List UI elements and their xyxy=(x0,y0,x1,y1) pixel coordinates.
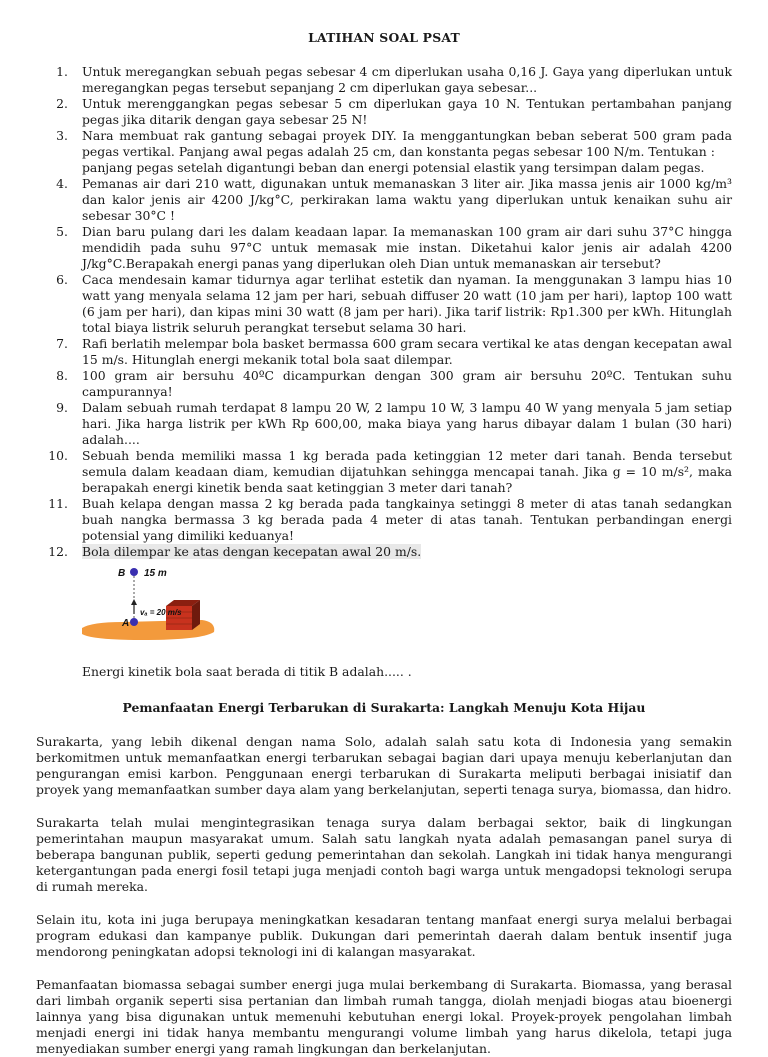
question-text: Pemanas air dari 210 watt, digunakan untuk memanaskan 3 liter air. Jika massa jenis air 1000 kg/m³ dan kalor jenis air 4200 J/kg°C, perkirakan lama waktu yang diperlukan untuk kenaikan suhu air sebesar 30°C ! xyxy=(82,176,732,223)
question-number: 2. xyxy=(56,96,68,111)
question-item xyxy=(36,544,732,642)
question-item xyxy=(36,128,732,176)
question-item xyxy=(36,400,732,448)
question-text: Caca mendesain kamar tidurnya agar terlihat estetik dan nyaman. Ia menggunakan 3 lampu hias 10 watt yang menyala selama 12 jam per hari, sebuah diffuser 20 watt (10 jam per hari), laptop 100 watt (6 jam per hari), dan kipas mini 30 watt (8 jam per hari). Jika tarif listrik: Rp1.300 per kWh. Hitunglah total biaya listrik seluruh perangkat tersebut selama 30 hari. xyxy=(82,272,732,335)
question-text: Rafi berlatih melempar bola basket bermassa 600 gram secara vertikal ke atas dengan kecepatan awal 15 m/s. Hitunglah energi mekanik total bola saat dilempar. xyxy=(82,336,732,367)
question-text: Sebuah benda memiliki massa 1 kg berada pada ketinggian 12 meter dari tanah. Benda tersebut semula dalam keadaan diam, kemudian dijatuhkan sehingga mencapai tanah. Jika g = 10 m/s², maka berapakah energi kinetik benda saat ketinggian 3 meter dari tanah? xyxy=(82,448,732,495)
article-title: Pemanfaatan Energi Terbarukan di Surakarta: Langkah Menuju Kota Hijau xyxy=(122,700,646,715)
question-item xyxy=(36,224,732,272)
ball-point-a xyxy=(130,618,138,626)
question-number: 1. xyxy=(56,64,68,79)
question-number: 8. xyxy=(56,368,68,383)
question-number: 5. xyxy=(56,224,68,239)
ball-point-b xyxy=(130,568,138,576)
projectile-figure xyxy=(82,562,222,642)
point-b-label: B xyxy=(118,568,126,579)
question-text: Buah kelapa dengan massa 2 kg berada pada tangkainya setinggi 8 meter di atas tanah sedangkan buah nangka bermassa 3 kg berada pada 4 meter di atas tanah. Tentukan perbandingan energi potensial yang dimiliki keduanya! xyxy=(82,496,732,543)
projectile-diagram xyxy=(82,562,222,642)
question-text: 100 gram air bersuhu 40ºC dicampurkan dengan 300 gram air bersuhu 20ºC. Tentukan suhu campurannya! xyxy=(82,368,732,399)
velocity-arrowhead xyxy=(131,599,137,605)
question-number: 3. xyxy=(56,128,68,143)
article-paragraph: Pemanfaatan biomassa sebagai sumber energi juga mulai berkembang di Surakarta. Biomassa, yang berasal dari limbah organik seperti sisa pertanian dan limbah rumah tangga, diolah menjadi biogas atau bioenergi lainnya yang bisa digunakan untuk memenuhi kebutuhan energi lokal. Proyek-proyek pengolahan limbah menjadi energi ini tidak hanya membantu mengurangi volume limbah yang harus dikelola, tetapi juga menyediakan sumber energi yang ramah lingkungan dan berkelanjutan. xyxy=(36,977,732,1056)
question-text: Dalam sebuah rumah terdapat 8 lampu 20 W, 2 lampu 10 W, 3 lampu 40 W yang menyala 5 jam setiap hari. Jika harga listrik per kWh Rp 600,00, maka biaya yang harus dibayar dalam 1 bulan (30 hari) adalah.... xyxy=(82,400,732,447)
article-paragraph: Surakarta, yang lebih dikenal dengan nama Solo, adalah salah satu kota di Indonesia yang semakin berkomitmen untuk memanfaatkan energi terbarukan sebagai bagian dari upaya menuju keberlanjutan dan pengurangan emisi karbon. Penggunaan energi terbarukan di Surakarta meliputi berbagai inisiatif dan proyek yang memanfaatkan sumber daya alam yang berkelanjutan, seperti tenaga surya, biomassa, dan hidro. xyxy=(36,734,732,797)
question-item xyxy=(36,336,732,368)
question-item xyxy=(36,272,732,336)
question-text: Untuk merenggangkan pegas sebesar 5 cm diperlukan gaya 10 N. Tentukan pertambahan panjang pegas jika ditarik dengan gaya sebesar 25 N! xyxy=(82,96,732,127)
question-subtext: panjang pegas setelah digantungi beban dan energi potensial elastik yang tersimpan dalam pegas. xyxy=(82,160,705,175)
question-item xyxy=(36,96,732,128)
question-text: Nara membuat rak gantung sebagai proyek DIY. Ia menggantungkan beban seberat 500 gram pada pegas vertikal. Panjang awal pegas adalah 25 cm, dan konstanta pegas sebesar 100 N/m. Tentukan : xyxy=(82,128,732,159)
question-text: Untuk meregangkan sebuah pegas sebesar 4 cm diperlukan usaha 0,16 J. Gaya yang diperlukan untuk meregangkan pegas tersebut sepanjang 2 cm diperlukan gaya sebesar... xyxy=(82,64,732,95)
question-item xyxy=(36,368,732,400)
velocity-label: vₐ = 20 m/s xyxy=(140,608,182,617)
point-a-label: A xyxy=(122,618,130,629)
article-paragraph: Selain itu, kota ini juga berupaya meningkatkan kesadaran tentang manfaat energi surya melalui berbagai program edukasi dan kampanye publik. Dukungan dari pemerintah daerah dalam bentuk insentif juga mendorong peningkatan adopsi teknologi ini di kalangan masyarakat. xyxy=(36,912,732,959)
question-item xyxy=(36,176,732,224)
question-number: 10. xyxy=(48,448,68,463)
question-item xyxy=(36,448,732,496)
document-title: LATIHAN SOAL PSAT xyxy=(308,30,460,45)
question-number: 12. xyxy=(48,544,68,559)
question-text: Bola dilempar ke atas dengan kecepatan awal 20 m/s. xyxy=(82,544,422,559)
question-list xyxy=(36,64,732,642)
question-number: 9. xyxy=(56,400,68,415)
question-item xyxy=(36,496,732,544)
question-number: 7. xyxy=(56,336,68,351)
question-number: 11. xyxy=(48,496,68,511)
height-label: 15 m xyxy=(144,568,167,579)
answer-prompt: Energi kinetik bola saat berada di titik B adalah..... . xyxy=(82,664,412,679)
article-paragraph: Surakarta telah mulai mengintegrasikan tenaga surya dalam berbagai sektor, baik di lingkungan pemerintahan maupun masyarakat umum. Salah satu langkah nyata adalah pemasangan panel surya di beberapa bangunan publik, seperti gedung pemerintahan dan sekolah. Langkah ini tidak hanya mengurangi ketergantungan pada energi fosil tetapi juga menjadi contoh bagi warga untuk mengadopsi teknologi serupa di rumah mereka. xyxy=(36,815,732,894)
question-number: 6. xyxy=(56,272,68,287)
question-item xyxy=(36,64,732,96)
question-number: 4. xyxy=(56,176,68,191)
question-text: Dian baru pulang dari les dalam keadaan lapar. Ia memanaskan 100 gram air dari suhu 37°C hingga mendidih pada suhu 97°C untuk memasak mie instan. Diketahui kalor jenis air adalah 4200 J/kg°C.Berapakah energi panas yang diperlukan oleh Dian untuk memanaskan air tersebut? xyxy=(82,224,732,271)
